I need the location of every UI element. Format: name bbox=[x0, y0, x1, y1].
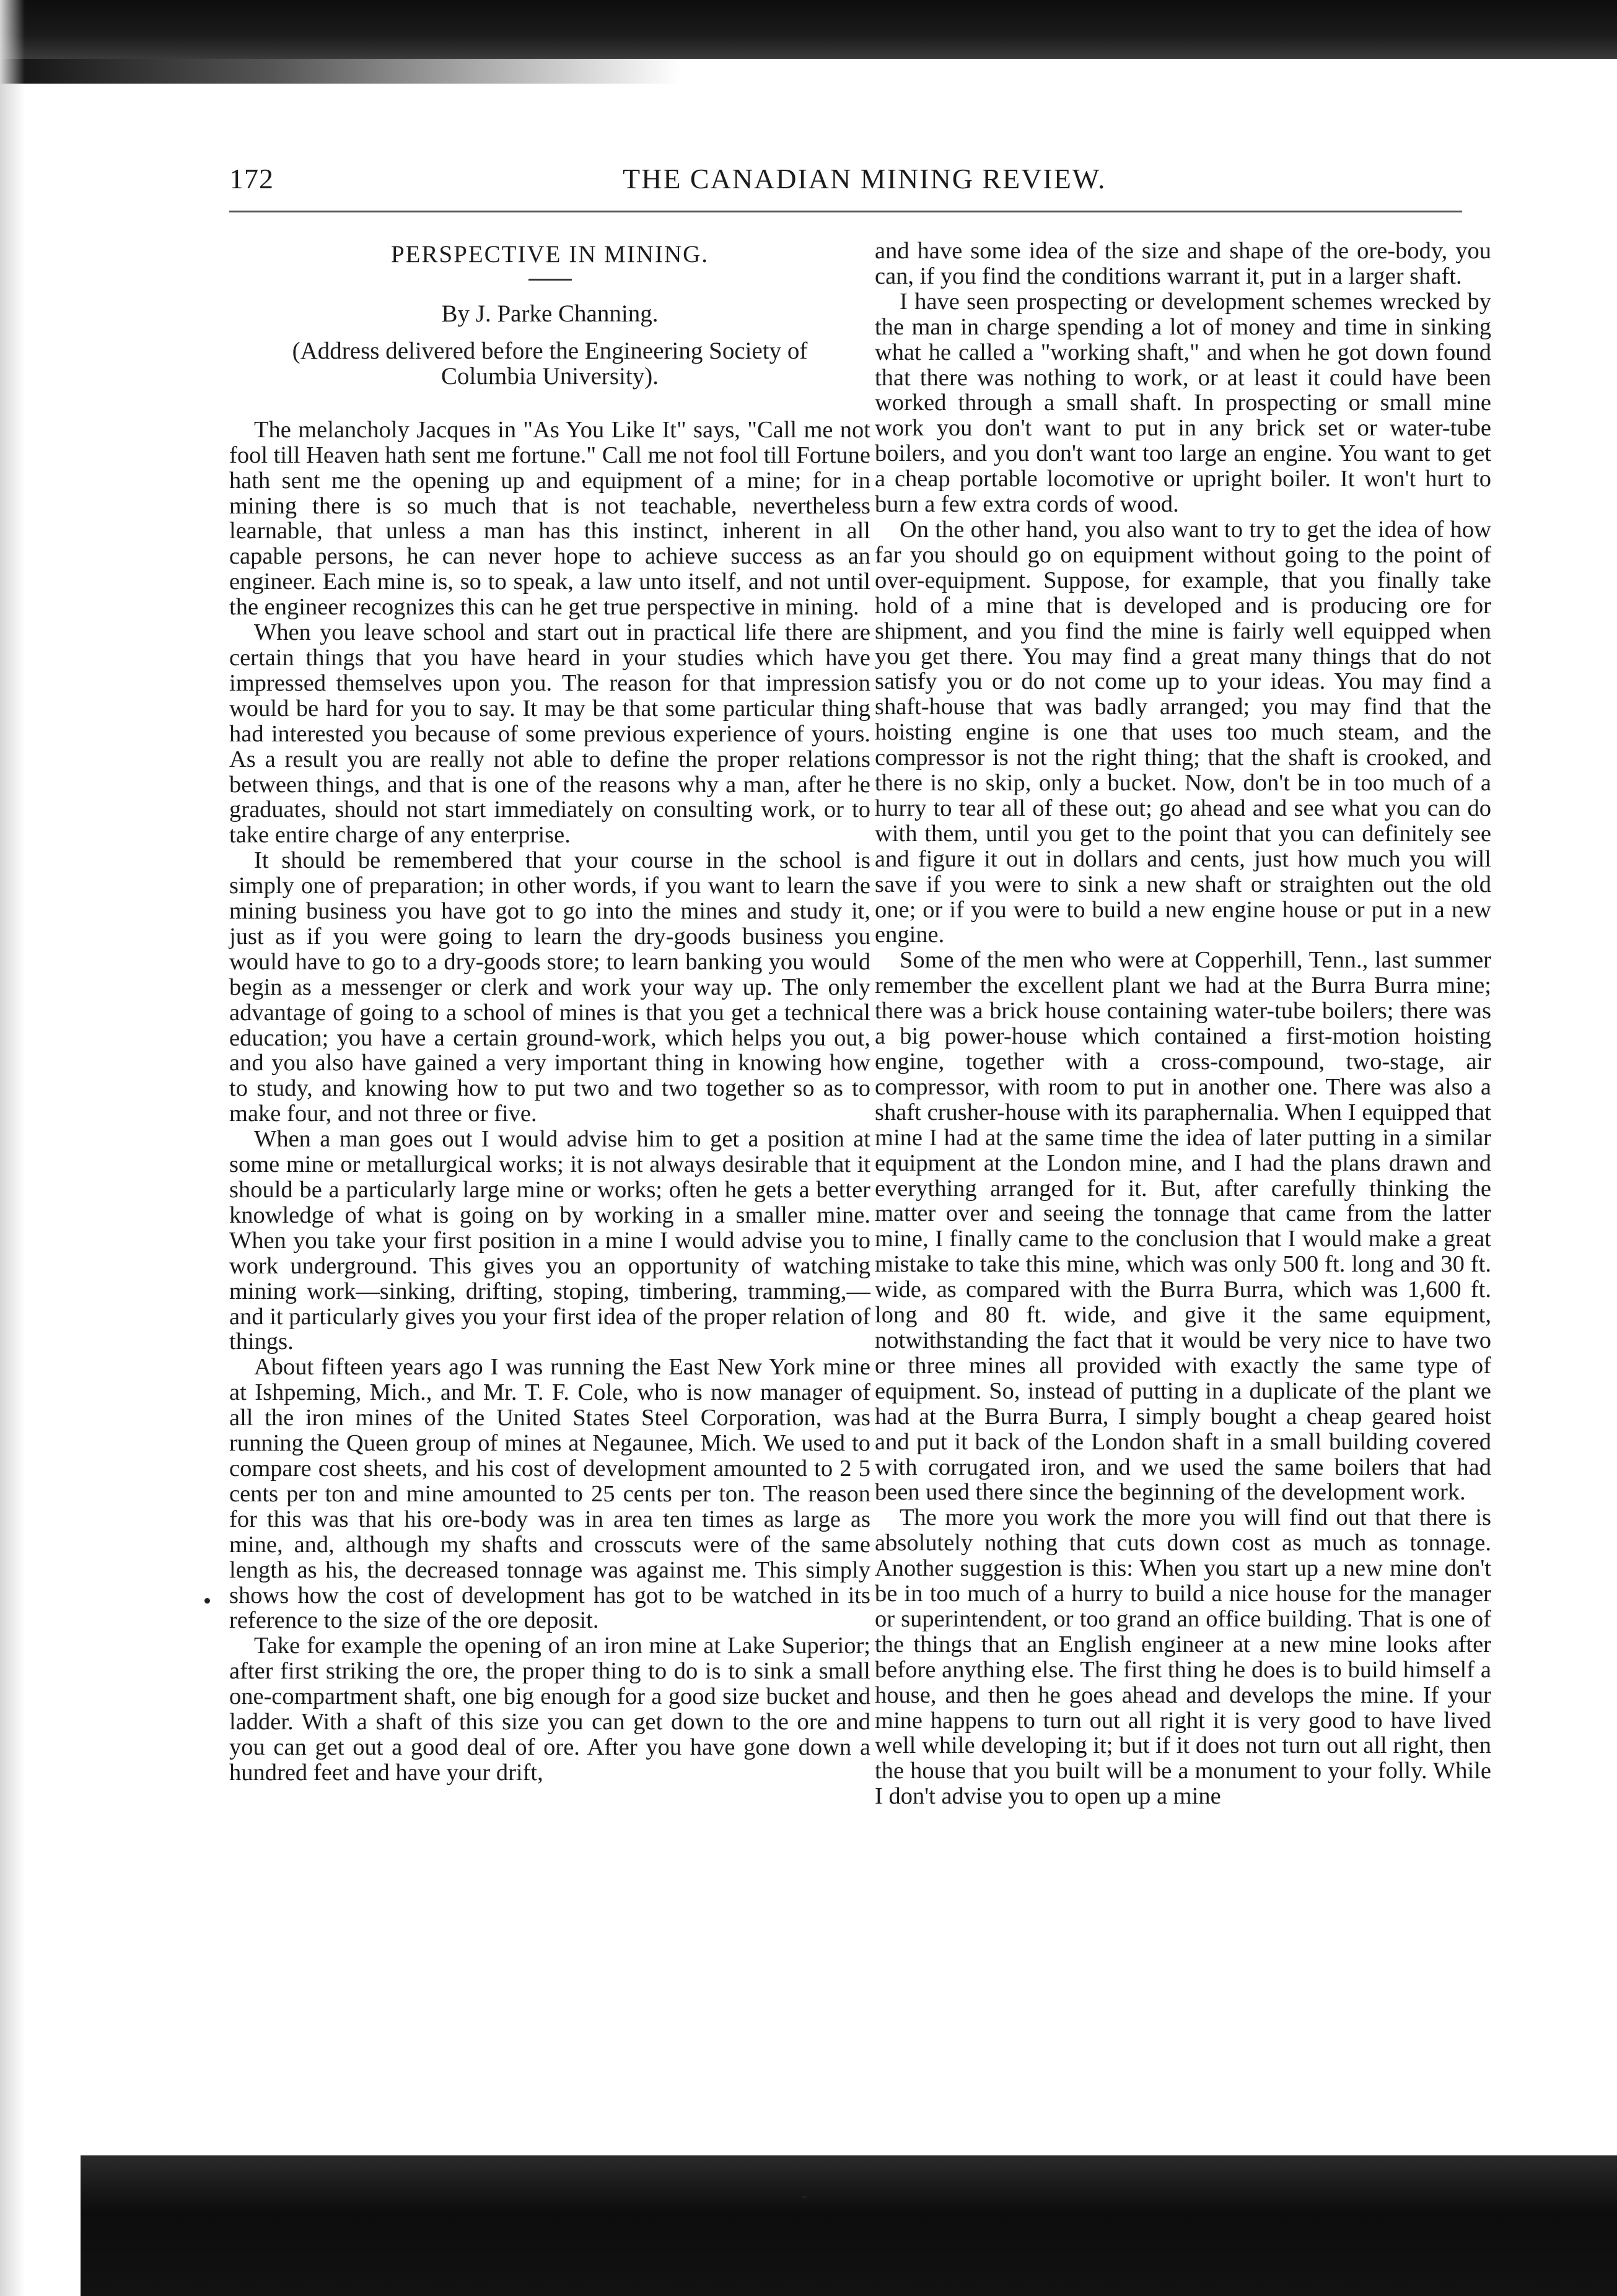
paragraph: The melancholy Jacques in "As You Like It" says, "Call me not fool till Heaven hath sent me fortune." Call me not fool till Fortune hath sent me the opening up and equipment of a mine; for in mining there is so much that is not teachable, nevertheless learnable, that unless a man has this instinct, inherent in all capable persons, he can never hope to achieve success as an engineer. Each mine is, so to speak, a law unto itself, and not until the engineer recognizes this can he get true perspective in mining. bbox=[229, 416, 870, 621]
delivery-note: (Address delivered before the Engineering Society of Columbia University). bbox=[292, 337, 808, 390]
scan-speck bbox=[204, 1598, 210, 1604]
paragraph: About fifteen years ago I was running the East New York mine at Ishpeming, Mich., and Mr. T. F. Cole, who is now manager of all the iron mines of the United States Steel Corporation, was running the Queen group of mines at Negaunee, Mich. We used to compare cost sheets, and his cost of development amounted to 2 5 cents per ton and mine amounted to 25 cents per ton. The reason for this was that his ore-body was in area ten times as large as mine, and, although my shafts and crosscuts were of the same length as his, the decreased tonnage was against me. This simply shows how the cost of development has got to be watched in its reference to the size of the ore deposit. bbox=[229, 1354, 870, 1634]
paragraph: On the other hand, you also want to try to get the idea of how far you should go on equipment without going to the point of over-equipment. Suppose, for example, that you finally take hold of a mine that is developed and is producing ore for shipment, and you find the mine is fairly well equipped when you get there. You may find a great many things that do not satisfy you or do not come up to your ideas. You may find a shaft-house that was badly arranged; you may find that the hoisting engine is one that uses too much steam, and the compressor is not the right thing; that the shaft is crooked, and there is no skip, only a bucket. Now, don't be in too much of a hurry to tear all of these out; go ahead and see what you can do with them, until you get to the point that you can definitely see and figure it out in dollars and cents, just how much you will save if you were to sink a new shaft or straighten out the old one; or if you were to build a new engine house or put in a new engine. bbox=[875, 516, 1491, 948]
scan-speck bbox=[802, 2196, 807, 2198]
article-byline: By J. Parke Channing. bbox=[441, 300, 659, 327]
page-number: 172 bbox=[229, 163, 274, 194]
paragraph: Take for example the opening of an iron mine at Lake Superior; after first striking the ore, the proper thing to do is to sink a small one-compartment shaft, one big enough for a good size bucket and ladder. With a shaft of this size you can get down to the ore and you can get out a good deal of ore. After you have gone down a hundred feet and have your drift, bbox=[229, 1633, 870, 1786]
paragraph: When a man goes out I would advise him to get a position at some mine or metallurgical works; it is not always desirable that it should be a particularly large mine or works; often he gets a better knowledge of what is going on by working in a smaller mine. When you take your first position in a mine I would advise you to work underground. This gives you an opportunity of watching mining work—sinking, drifting, stoping, timbering, tramming,—and it particularly gives you your first idea of the proper relation of things. bbox=[229, 1126, 870, 1355]
scan-border-bottom bbox=[81, 2155, 1617, 2296]
paragraph: It should be remembered that your course in the school is simply one of preparation; in other words, if you want to learn the mining business you have got to go into the mines and study it, just as if you were going to learn the dry-goods business you would have to go to a dry-goods store; to learn banking you would begin as a messenger or clerk and work your way up. The only advantage of going to a school of mines is that you get a technical education; you have a certain ground-work, which helps you out, and you also have gained a very important thing in knowing how to study, and knowing how to put two and two together so as to make four, and not three or five. bbox=[229, 847, 870, 1127]
paragraph: Some of the men who were at Copperhill, Tenn., last summer remember the excellent plant we had at the Burra Burra mine; there was a brick house containing water-tube boilers; there was a big power-house which contained a first-motion hoisting engine, together with a cross-compound, two-stage, air compressor, with room to put in another one. There was also a shaft crusher-house with its paraphernalia. When I equipped that mine I had at the same time the idea of later putting in a similar equipment at the London mine, and I had the plans drawn and everything arranged for it. But, after carefully thinking the matter over and seeing the tonnage that came from the latter mine, I finally came to the conclusion that I would make a great mistake to take this mine, which was only 500 ft. long and 30 ft. wide, as compared with the Burra Burra, which was 1,600 ft. long and 80 ft. wide, and give it the same equipment, notwithstanding the fact that it would be very nice to have two or three mines all provided with exactly the same type of equipment. So, instead of putting in a duplicate of the plant we had at the Burra Burra, I simply bought a cheap geared hoist and put it back of the London shaft in a small building covered with corrugated iron, and we used the same boilers that had been used there since the beginning of the development work. bbox=[875, 947, 1491, 1506]
title-rule bbox=[528, 279, 572, 281]
scan-border-top bbox=[0, 0, 1617, 59]
page-header bbox=[229, 162, 1462, 199]
right-column bbox=[875, 238, 1491, 1809]
running-title: THE CANADIAN MINING REVIEW. bbox=[623, 163, 1106, 194]
paragraph-continued: and have some idea of the size and shape of the ore-body, you can, if you find the conditions warrant it, put in a larger shaft. bbox=[875, 238, 1491, 289]
paragraph: The more you work the more you will find out that there is absolutely nothing that cuts down cost as much as tonnage. Another suggestion is this: When you start up a new mine don't be in too much of a hurry to build a nice house for the manager or superintendent, or too grand an office building. That is one of the things that an English engineer at a new mine looks after before anything else. The first thing he does is to build himself a house, and then he goes ahead and develops the mine. If your mine happens to turn out all right it is very good to have lived well while developing it; but if it does not turn out all right, then the house that you built will be a monument to your folly. While I don't advise you to open up a mine bbox=[875, 1504, 1491, 1810]
article-title: PERSPECTIVE IN MINING. bbox=[390, 241, 709, 268]
scan-border-top-shadow bbox=[0, 59, 681, 84]
scan-border-left bbox=[0, 0, 25, 2296]
left-column bbox=[229, 238, 870, 1786]
paragraph: When you leave school and start out in practical life there are certain things that you have heard in your studies which have impressed themselves upon you. The reason for that impression would be hard for you to say. It may be that some particular thing had interested you because of some previous experience of yours. As a result you are really not able to define the proper relations between things, and that is one of the reasons why a man, after he graduates, should not start immediately on consulting work, or to take entire charge of any enterprise. bbox=[229, 619, 870, 849]
header-rule bbox=[229, 211, 1462, 212]
paragraph: I have seen prospecting or development schemes wrecked by the man in charge spending a lot of money and time in sinking what he called a "working shaft," and when he got down found that there was nothing to work, or at least it could have been worked through a small shaft. In prospecting or small mine work you don't want to put in any brick set or water-tube boilers, and you don't want too large an engine. You want to get a cheap portable locomotive or upright boiler. It won't hurt to burn a few extra cords of wood. bbox=[875, 288, 1491, 518]
